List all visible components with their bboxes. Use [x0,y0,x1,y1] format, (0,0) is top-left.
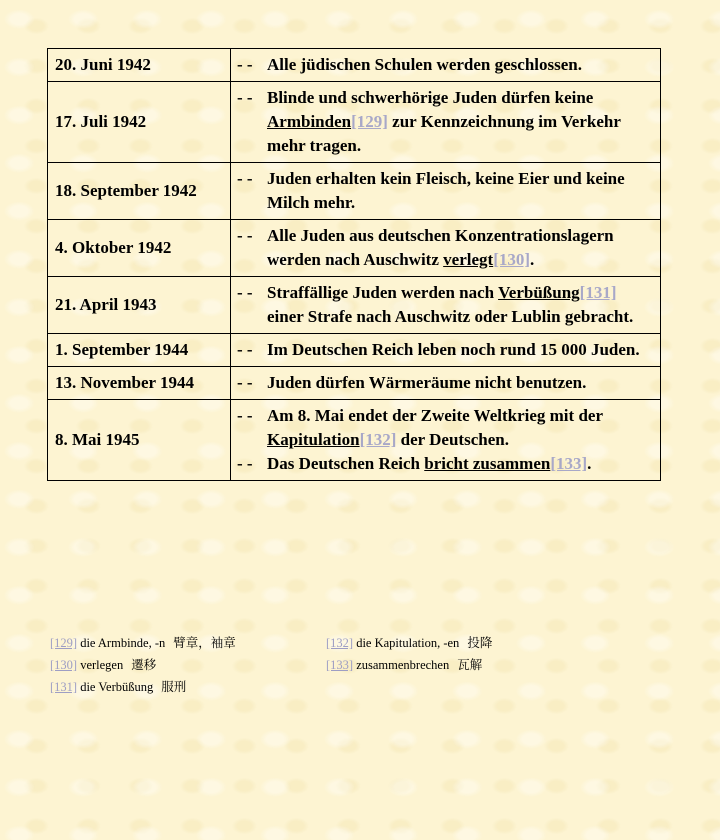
bullet-dash: - - [237,283,253,302]
table-row [48,277,661,334]
date-cell: 1. September 1944 [48,334,231,367]
footnote-item [50,676,236,698]
footnote-number-link[interactable]: [130] [50,658,78,672]
table-row [48,334,661,367]
event-text: der Deutschen. [396,430,509,449]
footnote-item [326,654,492,676]
event-cell [231,163,661,220]
glossary-term: Verbüßung [498,283,580,302]
bullet-dash: - - [237,55,253,74]
event-text: Juden erhalten kein Fleisch, keine Eier und keine Milch mehr. [267,169,625,212]
event-text: . [587,454,592,473]
footnote-reference-link[interactable]: [130] [493,250,531,269]
event-cell [231,367,661,400]
event-text: Am 8. Mai endet der Zweite Weltkrieg mit der [267,406,603,425]
event-cell [231,277,661,334]
footnote-reference-link[interactable]: [133] [550,454,588,473]
event-line [237,404,656,452]
event-line [237,53,656,77]
table-row [48,49,661,82]
footnote-word: die Armbinde, -n [80,636,166,650]
glossary-term: bricht zusammen [424,454,551,473]
event-line [237,452,656,476]
footnote-number-link[interactable]: [129] [50,636,78,650]
date-cell: 13. November 1944 [48,367,231,400]
table-row [48,82,661,163]
bullet-dash: - - [237,454,253,473]
event-cell [231,49,661,82]
footnote-word: die Kapitulation, -en [356,636,460,650]
date-cell: 17. Juli 1942 [48,82,231,163]
date-cell: 20. Juni 1942 [48,49,231,82]
event-line [237,338,656,362]
glossary-term: verlegt [443,250,494,269]
bullet-dash: - - [237,88,253,107]
footnote-translation: 服刑 [161,679,187,694]
table-row [48,163,661,220]
event-text: Blinde und schwerhörige Juden dürfen keine [267,88,594,107]
event-cell [231,334,661,367]
event-line [237,371,656,395]
bullet-dash: - - [237,226,253,245]
footnotes-right-column [326,632,492,676]
footnote-number-link[interactable]: [133] [326,658,354,672]
date-cell: 4. Oktober 1942 [48,220,231,277]
bullet-dash: - - [237,406,253,425]
event-line [237,281,656,329]
footnote-word: zusammenbrechen [356,658,450,672]
event-text: Im Deutschen Reich leben noch rund 15 000 Juden. [267,340,640,359]
event-text: . [530,250,535,269]
footnote-translation: 遷移 [131,657,157,672]
chronology-table [47,48,661,481]
event-text: Das Deutschen Reich [267,454,425,473]
footnote-number-link[interactable]: [131] [50,680,78,694]
event-cell [231,82,661,163]
footnote-reference-link[interactable]: [129] [351,112,388,131]
footnote-number-link[interactable]: [132] [326,636,354,650]
glossary-term: Kapitulation [267,430,360,449]
event-line [237,224,656,272]
footnote-word: die Verbüßung [80,680,154,694]
table-row [48,220,661,277]
footnote-item [326,632,492,654]
date-cell: 18. September 1942 [48,163,231,220]
bullet-dash: - - [237,169,253,188]
footnote-reference-link[interactable]: [131] [579,283,617,302]
footnote-translation: 投降 [467,635,493,650]
footnote-word: verlegen [80,658,124,672]
event-text: Straffällige Juden werden nach [267,283,499,302]
event-line [237,167,656,215]
event-text: zur Kennzeichnung im Verkehr mehr tragen. [267,112,621,155]
table-row [48,367,661,400]
footnote-reference-link[interactable]: [132] [359,430,397,449]
footnote-translation: 臂章，袖章 [173,635,236,650]
event-text: einer Strafe nach Auschwitz oder Lublin gebracht. [267,307,634,326]
event-text: Juden dürfen Wärmeräume nicht benutzen. [267,373,587,392]
table-row [48,400,661,481]
glossary-term: Armbinden [267,112,352,131]
event-cell [231,220,661,277]
footnote-item [50,632,236,654]
event-cell [231,400,661,481]
footnote-item [50,654,236,676]
footnote-translation: 瓦解 [457,657,483,672]
date-cell: 8. Mai 1945 [48,400,231,481]
event-text: Alle jüdischen Schulen werden geschlossen. [267,55,582,74]
chronology-table-body [48,49,661,481]
event-line [237,86,656,158]
date-cell: 21. April 1943 [48,277,231,334]
footnotes-left-column [50,632,236,698]
bullet-dash: - - [237,340,253,359]
bullet-dash: - - [237,373,253,392]
event-text: Alle Juden aus deutschen Konzentrationslagern werden nach Auschwitz [267,226,614,269]
